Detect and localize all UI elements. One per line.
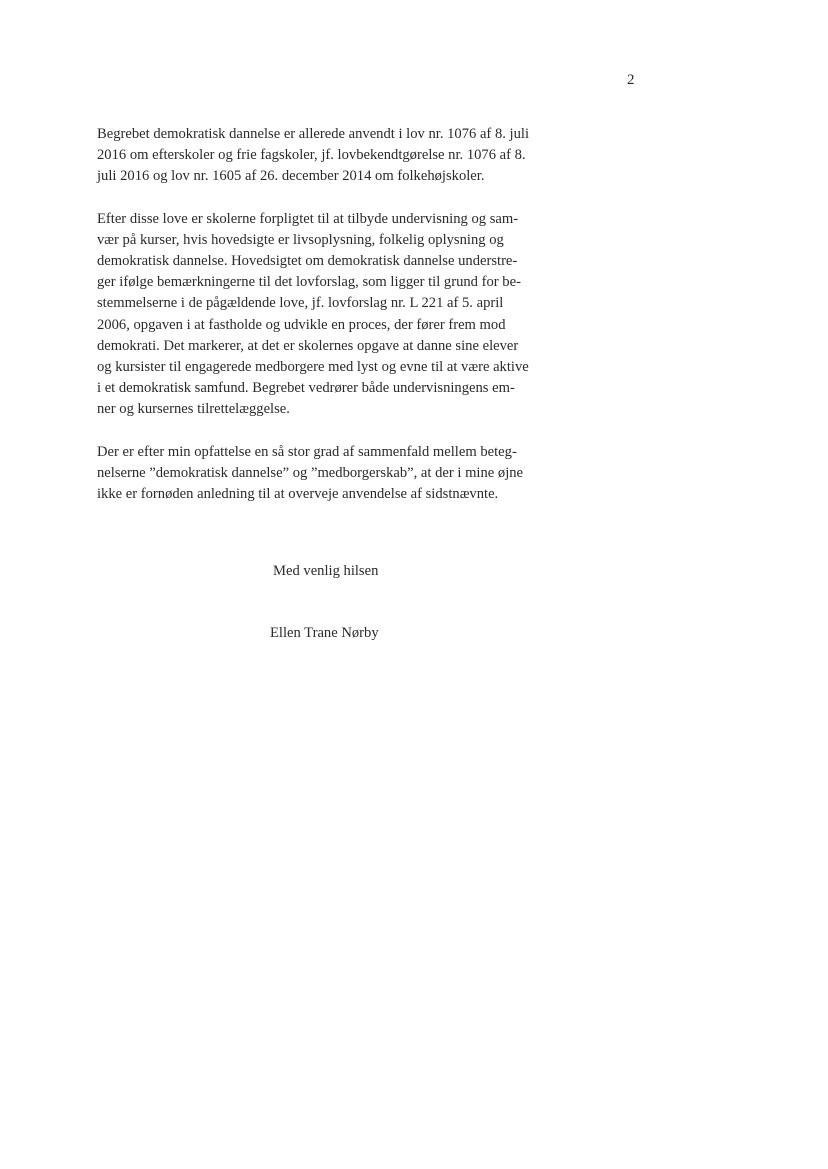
text-line: ner og kursernes tilrettelæggelse. [97,401,290,418]
text-line: 2016 om efterskoler og frie fagskoler, jf. lovbekendtgørelse nr. 1076 af 8. [97,147,526,164]
text-line: demokrati. Det markerer, at det er skolernes opgave at danne sine elever [97,337,519,354]
signature-name: Ellen Trane Nørby [270,625,379,641]
text-line: 2006, opgaven i at fastholde og udvikle en proces, der fører frem mod [97,316,506,333]
paragraph-3 [97,442,597,506]
paragraph-1 [97,124,597,188]
text-line: Begrebet demokratisk dannelse er allerede anvendt i lov nr. 1076 af 8. juli [97,126,529,142]
text-line: vær på kurser, hvis hovedsigte er livsoplysning, folkelig oplysning og [97,231,504,248]
text-line: stemmelserne i de pågældende love, jf. lovforslag nr. L 221 af 5. april [97,295,504,312]
text-line: juli 2016 og lov nr. 1605 af 26. december 2014 om folkehøjskoler. [97,168,485,185]
text-line: og kursister til engagerede medborgere med lyst og evne til at være aktive [97,359,529,376]
text-line: ikke er fornøden anledning til at overveje anvendelse af sidstnævnte. [97,486,499,503]
text-line: ger ifølge bemærkningerne til det lovforslag, som ligger til grund for be- [97,274,521,291]
closing-salutation: Med venlig hilsen [273,563,379,579]
text-line: demokratisk dannelse. Hovedsigtet om demokratisk dannelse understre- [97,253,518,270]
text-line: Efter disse love er skolerne forpligtet til at tilbyde undervisning og sam- [97,210,519,227]
text-line: i et demokratisk samfund. Begrebet vedrører både undervisningens em- [97,380,515,397]
letter-body [97,124,597,526]
page-number: 2 [627,72,635,88]
paragraph-2 [97,209,597,421]
text-line: nelserne ”demokratisk dannelse” og ”medborgerskab”, at der i mine øjne [97,464,524,481]
text-line: Der er efter min opfattelse en så stor grad af sammenfald mellem beteg- [97,443,517,460]
